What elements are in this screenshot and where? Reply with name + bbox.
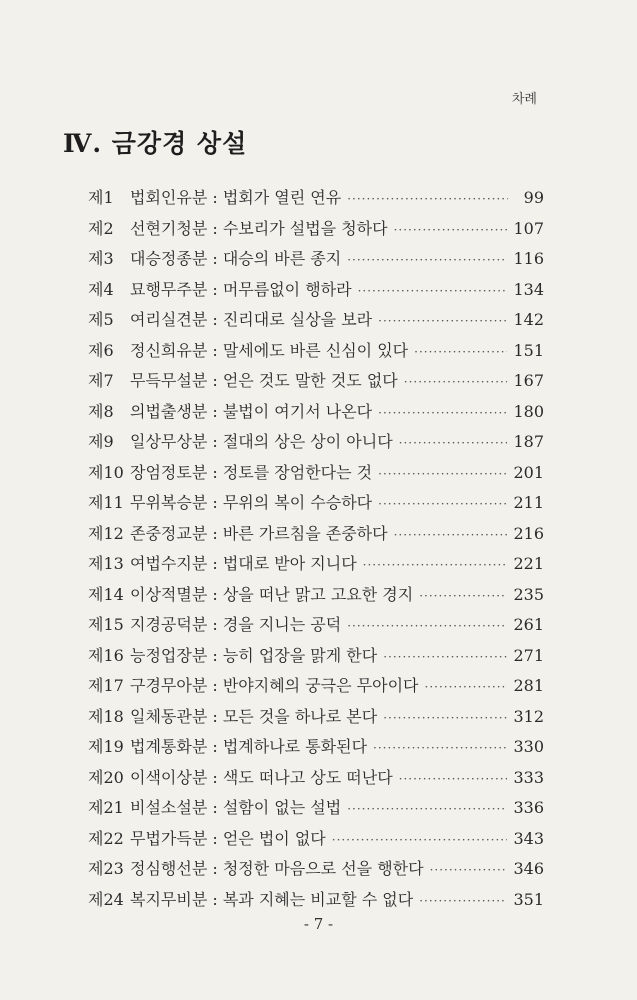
toc-chapter-number: 제5 (88, 310, 114, 329)
toc-entry (88, 795, 544, 826)
toc-page-number: 330 (513, 737, 544, 756)
toc-chapter-number: 제1 (88, 188, 114, 207)
toc-entry (88, 765, 544, 796)
toc-chapter-number: 제4 (88, 279, 114, 299)
toc-page-number: 107 (513, 218, 544, 238)
toc-page-number: 99 (523, 188, 544, 207)
toc-chapter-number: 제2 (88, 218, 114, 238)
toc-page-number: 235 (513, 584, 544, 604)
toc-chapter-title: 묘행무주분 : 머무름없이 행하라 (130, 279, 352, 299)
toc-page-number: 151 (513, 340, 544, 360)
toc-chapter-number: 제19 (88, 737, 124, 756)
toc-dot-leader (404, 375, 508, 389)
toc-entry (88, 704, 544, 735)
toc-dot-leader (347, 802, 507, 816)
toc-dot-leader (394, 223, 508, 237)
toc-page-number: 281 (513, 676, 544, 695)
toc-page-number: 142 (513, 310, 544, 329)
toc-chapter-number: 제14 (88, 584, 124, 604)
toc-page-number: 346 (513, 859, 544, 878)
toc-chapter-number: 제23 (88, 859, 124, 878)
toc-page-number: 333 (513, 767, 544, 787)
toc-page-number: 180 (513, 401, 544, 421)
toc-dot-leader (419, 894, 507, 908)
toc-entry (88, 582, 544, 613)
toc-entry (88, 734, 544, 765)
toc-chapter-title: 대승정종분 : 대승의 바른 종지 (130, 249, 342, 268)
toc-chapter-number: 제9 (88, 432, 114, 451)
toc-dot-leader (332, 833, 508, 847)
toc-chapter-title: 법계통화분 : 법계하나로 통화된다 (130, 737, 368, 756)
table-of-contents (88, 185, 544, 917)
toc-chapter-number: 제6 (88, 340, 114, 360)
toc-dot-leader (414, 345, 507, 359)
toc-entry (88, 246, 544, 277)
toc-chapter-number: 제8 (88, 401, 114, 421)
toc-entry (88, 551, 544, 582)
toc-dot-leader (425, 680, 508, 694)
toc-dot-leader (363, 558, 508, 572)
toc-chapter-number: 제15 (88, 615, 124, 634)
toc-entry (88, 338, 544, 369)
toc-chapter-title: 비설소설분 : 설함이 없는 설법 (130, 798, 342, 817)
toc-chapter-number: 제7 (88, 371, 114, 390)
toc-dot-leader (378, 314, 507, 328)
toc-dot-leader (358, 284, 508, 298)
toc-dot-leader (378, 406, 507, 420)
toc-dot-leader (347, 619, 507, 633)
toc-page-number: 116 (513, 249, 544, 268)
toc-entry (88, 826, 544, 857)
toc-entry (88, 368, 544, 399)
toc-chapter-title: 복지무비분 : 복과 지혜는 비교할 수 없다 (130, 889, 414, 909)
toc-chapter-number: 제12 (88, 523, 124, 543)
toc-chapter-number: 제16 (88, 645, 124, 665)
toc-page-number: 167 (513, 371, 544, 390)
toc-entry (88, 887, 544, 918)
toc-dot-leader (383, 711, 507, 725)
toc-page-number: 336 (513, 798, 544, 817)
toc-chapter-title: 여리실견분 : 진리대로 실상을 보라 (130, 310, 373, 329)
toc-page-number: 221 (513, 554, 544, 573)
toc-dot-leader (430, 863, 508, 877)
page-number: - 7 - (303, 915, 334, 933)
toc-entry (88, 460, 544, 491)
toc-entry (88, 673, 544, 704)
toc-dot-leader (347, 192, 508, 206)
toc-entry (88, 399, 544, 430)
toc-chapter-title: 능정업장분 : 능히 업장을 맑게 한다 (130, 645, 378, 665)
section-title: Ⅳ. 금강경 상설 (63, 129, 248, 158)
toc-entry (88, 612, 544, 643)
toc-entry (88, 216, 544, 247)
toc-chapter-title: 여법수지분 : 법대로 받아 지니다 (130, 554, 357, 573)
toc-page-number: 187 (513, 432, 544, 451)
toc-entry (88, 521, 544, 552)
toc-dot-leader (419, 589, 507, 603)
toc-chapter-number: 제3 (88, 249, 114, 268)
toc-page-number: 351 (513, 889, 544, 909)
toc-page-number: 261 (513, 615, 544, 634)
toc-page-number: 312 (513, 706, 544, 726)
toc-entry (88, 429, 544, 460)
toc-chapter-number: 제20 (88, 767, 124, 787)
toc-chapter-title: 지경공덕분 : 경을 지니는 공덕 (130, 615, 342, 634)
toc-chapter-number: 제21 (88, 798, 124, 817)
toc-chapter-title: 이상적멸분 : 상을 떠난 맑고 고요한 경지 (130, 584, 414, 604)
toc-page-number: 271 (513, 645, 544, 665)
toc-page-number: 216 (513, 523, 544, 543)
toc-page-number: 201 (513, 462, 544, 482)
running-head: 차례 (511, 92, 537, 107)
toc-chapter-title: 이색이상분 : 색도 떠나고 상도 떠난다 (130, 767, 393, 787)
toc-dot-leader (394, 528, 508, 542)
toc-chapter-title: 존중정교분 : 바른 가르침을 존중하다 (130, 523, 388, 543)
toc-chapter-number: 제13 (88, 554, 124, 573)
toc-chapter-title: 일체동관분 : 모든 것을 하나로 본다 (130, 706, 378, 726)
toc-chapter-title: 무득무설분 : 얻은 것도 말한 것도 없다 (130, 371, 398, 390)
toc-chapter-number: 제10 (88, 462, 124, 482)
toc-chapter-title: 무법가득분 : 얻은 법이 없다 (130, 828, 326, 848)
toc-dot-leader (399, 772, 508, 786)
toc-chapter-number: 제22 (88, 828, 124, 848)
toc-entry (88, 307, 544, 338)
toc-chapter-number: 제18 (88, 706, 124, 726)
toc-entry (88, 643, 544, 674)
toc-chapter-title: 정심행선분 : 청정한 마음으로 선을 행한다 (130, 859, 424, 878)
toc-page-number: 343 (513, 828, 544, 848)
toc-chapter-title: 선현기청분 : 수보리가 설법을 청하다 (130, 218, 388, 238)
toc-page-number: 134 (513, 279, 544, 299)
toc-chapter-number: 제17 (88, 676, 124, 695)
toc-chapter-title: 정신희유분 : 말세에도 바른 신심이 있다 (130, 340, 409, 360)
toc-chapter-number: 제11 (88, 493, 124, 512)
toc-dot-leader (378, 467, 507, 481)
toc-dot-leader (399, 436, 508, 450)
toc-chapter-title: 구경무아분 : 반야지혜의 궁극은 무아이다 (130, 676, 419, 695)
toc-dot-leader (383, 650, 507, 664)
toc-entry (88, 856, 544, 887)
toc-chapter-number: 제24 (88, 889, 124, 909)
toc-dot-leader (373, 741, 507, 755)
toc-entry (88, 277, 544, 308)
toc-page-number: 211 (513, 493, 544, 512)
toc-dot-leader (378, 497, 507, 511)
toc-chapter-title: 일상무상분 : 절대의 상은 상이 아니다 (130, 432, 393, 451)
toc-dot-leader (347, 253, 507, 267)
toc-entry (88, 185, 544, 216)
toc-chapter-title: 법회인유분 : 법회가 열린 연유 (130, 188, 342, 207)
toc-chapter-title: 의법출생분 : 불법이 여기서 나온다 (130, 401, 373, 421)
toc-chapter-title: 무위복승분 : 무위의 복이 수승하다 (130, 493, 373, 512)
toc-entry (88, 490, 544, 521)
toc-chapter-title: 장엄정토분 : 정토를 장엄한다는 것 (130, 462, 373, 482)
